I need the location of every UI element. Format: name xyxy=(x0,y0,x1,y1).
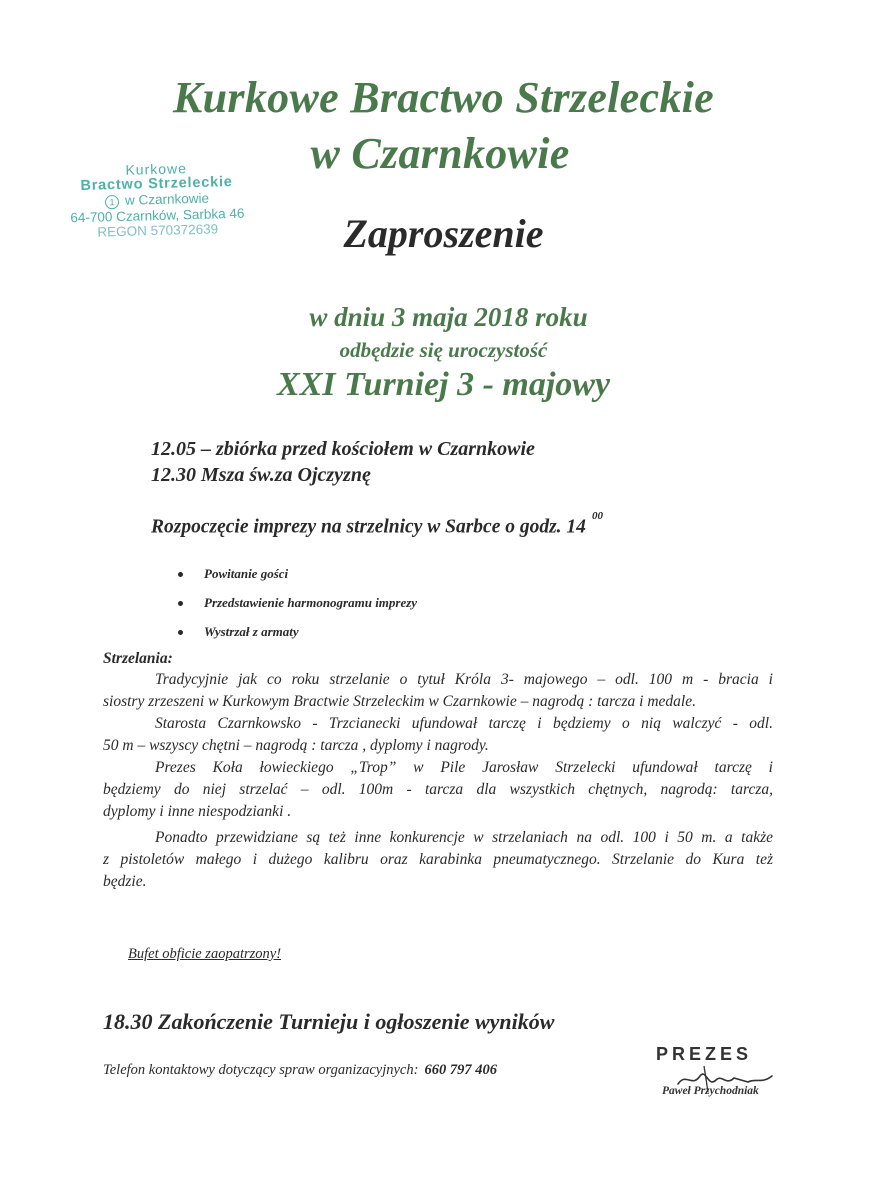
paragraph-line: Tradycyjnie jak co roku strzelanie o tytuł Króla 3- majowego – odl. 100 m - bracia i xyxy=(155,671,773,688)
shooting-paragraph xyxy=(103,713,773,757)
paragraph-line: z pistoletów małego i dużego kalibru oraz karabinka pneumatycznego. Strzelanie do Kura też xyxy=(103,851,773,868)
paragraph-line: będziemy do niej strzelać – odl. 100m - tarcza dla wszystkich chętnych, nagrodą: tarcza, xyxy=(103,781,773,798)
stamp-line: 64-700 Czarnków, Sarbka 46 xyxy=(70,205,245,226)
shooting-paragraph xyxy=(103,827,773,893)
buffet-note: Bufet obficie zaopatrzony! xyxy=(128,946,282,962)
start-minutes: 00 xyxy=(591,510,603,522)
organization-subtitle: w Czarnkowie xyxy=(310,129,570,178)
agenda-item: Powitanie gości xyxy=(178,566,417,595)
paragraph-line: będzie. xyxy=(103,873,147,890)
paragraph-line: 50 m – wszyscy chętni – nagrodą : tarcza , dyplomy i nagrody. xyxy=(103,737,489,754)
schedule-item: 12.05 – zbiórka przed kościołem w Czarnkowie xyxy=(151,438,535,460)
stamp-line: Bractwo Strzeleckie xyxy=(80,174,233,194)
paragraph-line: siostry zrzeszeni w Kurkowym Bractwie Strzeleckim w Czarnkowie – nagrodą : tarcza i medale. xyxy=(103,693,696,710)
contact-phone: 660 797 406 xyxy=(424,1062,497,1078)
stamp-line: Kurkowe xyxy=(125,160,188,178)
agenda-list xyxy=(178,566,417,653)
stamp-line: REGON 570372639 xyxy=(97,221,219,240)
paragraph-line: Prezes Koła łowieckiego „Trop” w Pile Jarosław Strzelecki ufundował tarczę i xyxy=(155,759,773,776)
schedule-item: 12.30 Msza św.za Ojczyznę xyxy=(151,464,371,486)
agenda-item: Przedstawienie harmonogramu imprezy xyxy=(178,595,417,624)
stamp-number: 1 xyxy=(105,195,119,209)
contact-label: Telefon kontaktowy dotyczący spraw organizacyjnych: xyxy=(103,1062,419,1078)
closing-line: 18.30 Zakończenie Turnieju i ogłoszenie wyników xyxy=(103,1009,555,1034)
contact-line xyxy=(103,1062,497,1079)
organization-title: Kurkowe Bractwo Strzeleckie xyxy=(173,73,714,122)
paragraph-line: Ponadto przewidziane są też inne konkurencje w strzelaniach na odl. 100 i 50 m. a także xyxy=(155,829,773,846)
paragraph-line: Starosta Czarnkowsko - Trzcianecki ufundował tarczę i będziemy o nią walczyć - odl. xyxy=(155,715,773,732)
occasion-line: odbędzie się uroczystość xyxy=(339,338,548,362)
shooting-heading: Strzelania: xyxy=(103,650,173,667)
event-name: XXI Turniej 3 - majowy xyxy=(276,366,611,403)
event-date: w dniu 3 maja 2018 roku xyxy=(309,302,588,332)
stamp-line-text: w Czarnkowie xyxy=(124,190,210,208)
paragraph-line: dyplomy i inne niespodzianki . xyxy=(103,803,292,820)
signature-title-stamp: PREZES xyxy=(656,1044,753,1064)
agenda-item: Wystrzał z armaty xyxy=(178,624,417,653)
invitation-heading: Zaproszenie xyxy=(343,211,544,256)
signatory-name: Paweł Przychodniak xyxy=(662,1085,759,1097)
shooting-paragraph xyxy=(103,669,773,713)
shooting-paragraph xyxy=(103,757,773,823)
start-time-line: Rozpoczęcie imprezy na strzelnicy w Sarbce o godz. $14^{00}$ xyxy=(151,510,603,538)
